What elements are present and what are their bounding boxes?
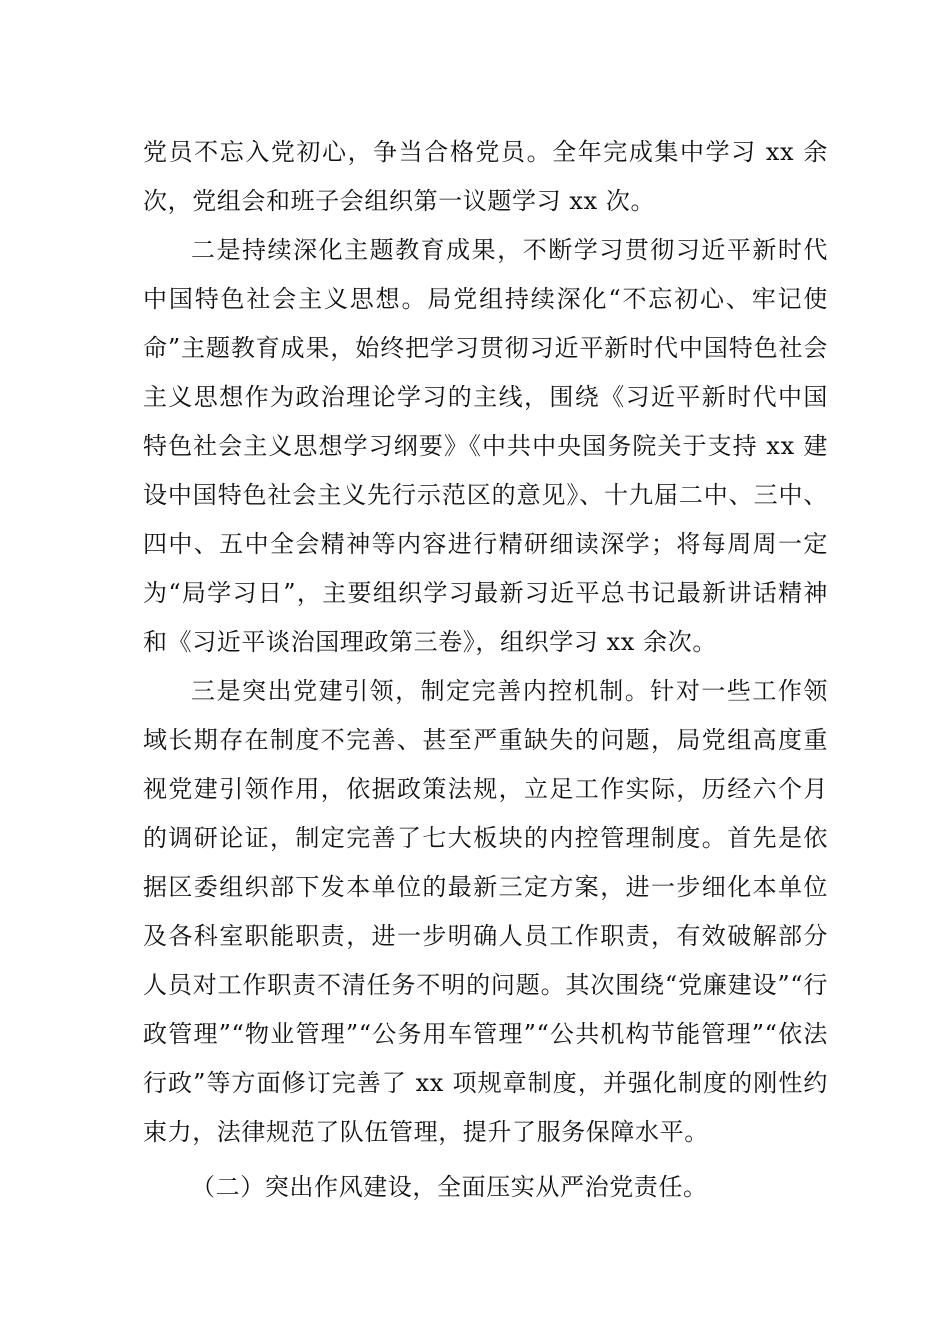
section-heading: （二）突出作风建设，全面压实从严治党责任。 [191,1173,708,1201]
paragraph-continuation: 党员不忘入党初心，争当合格党员。全年完成集中学习 xx 余次，党组会和班子会组织第一议题学习 xx 次。 [143,138,828,215]
paragraph-theme-education: 二是持续深化主题教育成果，不断学习贯彻习近平新时代中国特色社会主义思想。局党组持续深化“不忘初心、牢记使命”主题教育成果，始终把学习贯彻习近平新时代中国特色社会主义思想作为政治理论学习的主线，围绕《习近平新时代中国特色社会主义思想学习纲要》《中共中央国务院关于支持 xx 建设中国特色社会主义先行示范区的意见》、十九届二中、三中、四中、五中全会精神等内容进行精研细读深学；将每周周一定为“局学习日”，主要组织学习最新习近平总书记最新讲话精神和《习近平谈治国理政第三卷》，组织学习 xx 余次。 [143,236,828,656]
document-body [143,128,828,1212]
paragraph-party-building: 三是突出党建引领，制定完善内控机制。针对一些工作领域长期存在制度不完善、甚至严重缺失的问题，局党组高度重视党建引领作用，依据政策法规，立足工作实际，历经六个月的调研论证，制定完善了七大板块的内控管理制度。首先是依据区委组织部下发本单位的最新三定方案，进一步细化本单位及各科室职能职责，进一步明确人员工作职责，有效破解部分人员对工作职责不清任务不明的问题。其次围绕“党廉建设”“行政管理”“物业管理”“公务用车管理”“公共机构节能管理”“依法行政”等方面修订完善了 xx 项规章制度，并强化制度的刚性约束力，法律规范了队伍管理，提升了服务保障水平。 [143,677,828,1146]
